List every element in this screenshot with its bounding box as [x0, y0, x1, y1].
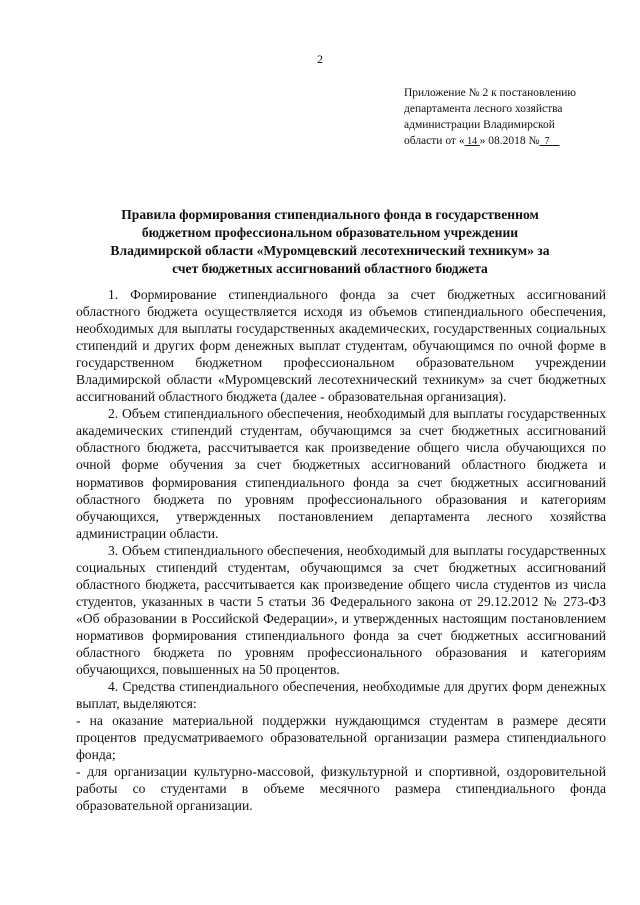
appendix-date-mid: » 08.2018 №	[479, 135, 540, 147]
paragraph-4: 4. Средства стипендиального обеспечения, необходимые для других форм денежных выплат, выделяются:	[76, 679, 606, 712]
appendix-line-2: департамента лесного хозяйства	[404, 103, 563, 115]
dash-item-1: - на оказание материальной поддержки нуждающимся студентам в размере десяти процентов предусматриваемого образовательной организации размера стипендиального фонда;	[76, 713, 606, 763]
appendix-line-4	[404, 133, 614, 150]
paragraph-1: 1. Формирование стипендиального фонда за счет бюджетных ассигнований областного бюджета осуществляется исходя из объемов стипендиального обеспечения, необходимых для выплаты государственных академических, государственных социальных стипендий и других форм денежных выплат студентам, обучающимся по очной форме в государственном бюджетном профессиональном образовательном учреждении Владимирской области «Муромцевский лесотехнический техникум» за счет бюджетных ассигнований областного бюджета (далее - образовательная организация).	[76, 287, 606, 405]
paragraph-3: 3. Объем стипендиального обеспечения, необходимый для выплаты государственных социальных стипендий студентам, обучающимся за счет бюджетных ассигнований областного бюджета, рассчитывается как произведение общего числа студентов из числа студентов, указанных в части 5 статьи 36 Федерального закона от 29.12.2012 № 273-ФЗ «Об образовании в Российской Федерации», и утвержденных настоящим постановлением нормативов формирования стипендиального фонда за счет бюджетных ассигнований областного бюджета по уровням профессионального образования и категориям обучающихся, повышенных на 50 процентов.	[76, 542, 606, 678]
appendix-block	[404, 85, 614, 150]
appendix-line-1: Приложение № 2 к постановлению	[404, 87, 577, 99]
document-body	[76, 286, 606, 814]
appendix-line-3: администрации Владимирской	[404, 119, 555, 131]
appendix-day: 14	[467, 136, 478, 147]
document-title: Правила формирования стипендиального фонда в государственном бюджетном профессиональном образовательном учреждении Владимирской области «Муромцевский лесотехнический техникум» за счет бюджетных ассигнований областного бюджета	[110, 207, 550, 276]
appendix-date-prefix: области от «	[404, 135, 465, 147]
page-number: 2	[317, 52, 323, 66]
paragraph-2: 2. Объем стипендиального обеспечения, необходимый для выплаты государственных академических стипендий студентам, обучающимся за счет бюджетных ассигнований областного бюджета, рассчитывается как произведение общего числа обучающихся по очной форме обучения за счет бюджетных ассигнований областного бюджета и нормативов формирования стипендиального фонда за счет бюджетных ассигнований областного бюджета по уровням профессионального образования и категориям обучающихся, утвержденных постановлением департамента лесного хозяйства администрации области.	[76, 406, 606, 541]
dash-item-2: - для организации культурно-массовой, физкультурной и спортивной, оздоровительной работы со студентами в объеме месячного размера стипендиального фонда образовательной организации.	[76, 764, 606, 814]
appendix-number: 7	[544, 136, 550, 147]
